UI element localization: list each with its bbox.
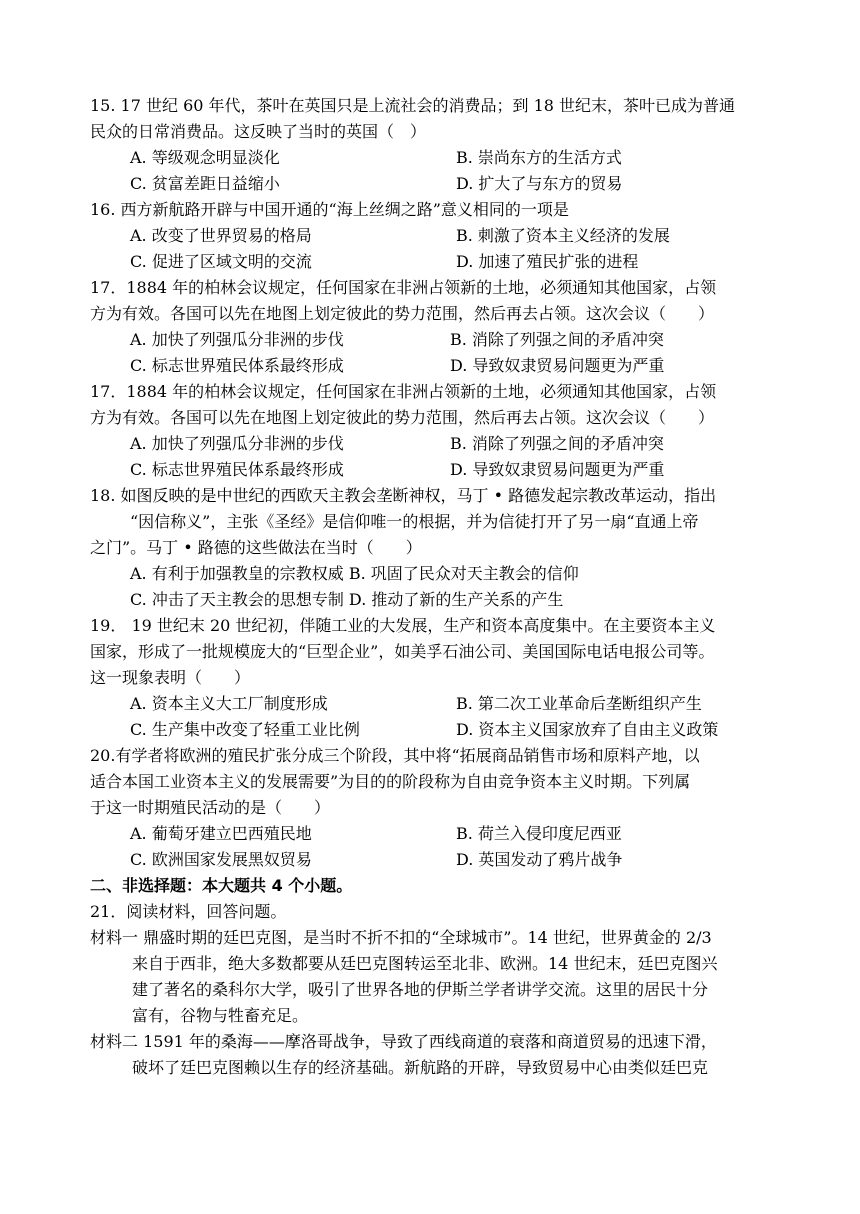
option-c: C. 促进了区域文明的交流 <box>130 252 312 271</box>
material-line: 富有，谷物与牲畜充足。 <box>132 1006 309 1025</box>
option-d: D. 导致奴隶贸易问题更为严重 <box>450 356 665 375</box>
option-d: D. 英国发动了鸦片战争 <box>456 850 623 869</box>
question-stem-line: 15. 17 世纪 60 年代，茶叶在英国只是上流社会的消费品；到 18 世纪末，茶叶已成为普通 <box>90 96 736 115</box>
question-16 <box>90 197 780 275</box>
question-17-duplicate <box>90 379 780 483</box>
question-stem-line: “因信称义”，主张《圣经》是信仰唯一的根据，并为信徒打开了另一扇“直通上帝 <box>130 512 699 531</box>
question-stem-line: 方为有效。各国可以先在地图上划定彼此的势力范围，然后再去占领。这次会议（ ） <box>90 304 715 323</box>
question-stem-line: 17．1884 年的柏林会议规定，任何国家在非洲占领新的土地，必须通知其他国家，占领 <box>90 382 717 401</box>
option-b: B. 刺激了资本主义经济的发展 <box>456 226 670 245</box>
question-stem-line: 于这一时期殖民活动的是（ ） <box>90 798 331 817</box>
question-stem-line: 民众的日常消费品。这反映了当时的英国（ ） <box>90 122 427 141</box>
option-b: B. 崇尚东方的生活方式 <box>456 148 622 167</box>
question-stem-line: 这一现象表明（ ） <box>90 668 251 687</box>
section-title: 二、非选择题：本大题共 4 个小题。 <box>90 876 353 895</box>
option-b: B. 荷兰入侵印度尼西亚 <box>456 824 622 843</box>
option-c: C. 生产集中改变了轻重工业比例 <box>130 720 360 739</box>
option-b: B. 第二次工业革命后垄断组织产生 <box>456 694 702 713</box>
option-b: B. 消除了列强之间的矛盾冲突 <box>450 330 664 349</box>
option-d: D. 扩大了与东方的贸易 <box>456 174 623 193</box>
option-c: C. 贫富差距日益缩小 <box>130 174 280 193</box>
material-line: 材料一 鼎盛时期的廷巴克图，是当时不折不扣的“全球城市”。14 世纪，世界黄金的 2/3 <box>90 928 712 947</box>
question-19 <box>90 613 780 743</box>
question-stem-line: 16. 西方新航路开辟与中国开通的“海上丝绸之路”意义相同的一项是 <box>90 200 569 219</box>
question-intro: 21．阅读材料，回答问题。 <box>90 902 287 921</box>
material-line: 建了著名的桑科尔大学，吸引了世界各地的伊斯兰学者讲学交流。这里的居民十分 <box>132 980 709 999</box>
option-a: A. 改变了世界贸易的格局 <box>130 226 312 245</box>
option-a: A. 资本主义大工厂制度形成 <box>130 694 328 713</box>
option-c: C. 欧洲国家发展黑奴贸易 <box>130 850 312 869</box>
question-stem-line: 20.有学者将欧洲的殖民扩张分成三个阶段，其中将“拓展商品销售市场和原料产地，以 <box>90 746 700 765</box>
question-stem-line: 18. 如图反映的是中世纪的西欧天主教会垄断神权，马丁 • 路德发起宗教改革运动，指出 <box>90 486 717 505</box>
question-stem-line: 国家，形成了一批规模庞大的“巨型企业”，如美孚石油公司、美国国际电话电报公司等。 <box>90 642 715 661</box>
material-line: 破坏了廷巴克图赖以生存的经济基础。新航路的开辟，导致贸易中心由类似廷巴克 <box>132 1058 709 1077</box>
option-b: B. 消除了列强之间的矛盾冲突 <box>450 434 664 453</box>
question-stem-line: 适合本国工业资本主义的发展需要”为目的的阶段称为自由竞争资本主义时期。下列属 <box>90 772 691 791</box>
question-stem-line: 17．1884 年的柏林会议规定，任何国家在非洲占领新的土地，必须通知其他国家，占领 <box>90 278 717 297</box>
option-a: A. 葡萄牙建立巴西殖民地 <box>130 824 312 843</box>
option-line-ab: A. 有利于加强教皇的宗教权威 B. 巩固了民众对天主教会的信仰 <box>130 564 579 583</box>
question-15 <box>90 93 780 197</box>
option-a: A. 加快了列强瓜分非洲的步伐 <box>130 330 344 349</box>
question-21 <box>90 899 780 1081</box>
exam-page <box>90 93 780 1081</box>
question-stem-line: 方为有效。各国可以先在地图上划定彼此的势力范围，然后再去占领。这次会议（ ） <box>90 408 715 427</box>
option-d: D. 资本主义国家放弃了自由主义政策 <box>456 720 719 739</box>
question-20 <box>90 743 780 873</box>
option-line-cd: C. 冲击了天主教会的思想专制 D. 推动了新的生产关系的产生 <box>130 590 564 609</box>
option-a: A. 等级观念明显淡化 <box>130 148 280 167</box>
question-18 <box>90 483 780 613</box>
material-line: 来自于西非，绝大多数都要从廷巴克图转运至北非、欧洲。14 世纪末，廷巴克图兴 <box>132 954 718 973</box>
option-a: A. 加快了列强瓜分非洲的步伐 <box>130 434 344 453</box>
material-1 <box>90 925 780 1029</box>
option-c: C. 标志世界殖民体系最终形成 <box>130 460 344 479</box>
question-17 <box>90 275 780 379</box>
material-line: 材料二 1591 年的桑海——摩洛哥战争，导致了西线商道的衰落和商道贸易的迅速下滑， <box>90 1032 717 1051</box>
question-stem-line: 之门”。马丁 • 路德的这些做法在当时（ ） <box>90 538 422 557</box>
option-d: D. 导致奴隶贸易问题更为严重 <box>450 460 665 479</box>
question-stem-line: 19． 19 世纪末 20 世纪初，伴随工业的大发展，生产和资本高度集中。在主要资本主义 <box>90 616 716 635</box>
option-d: D. 加速了殖民扩张的进程 <box>456 252 639 271</box>
option-c: C. 标志世界殖民体系最终形成 <box>130 356 344 375</box>
material-2 <box>90 1029 780 1081</box>
